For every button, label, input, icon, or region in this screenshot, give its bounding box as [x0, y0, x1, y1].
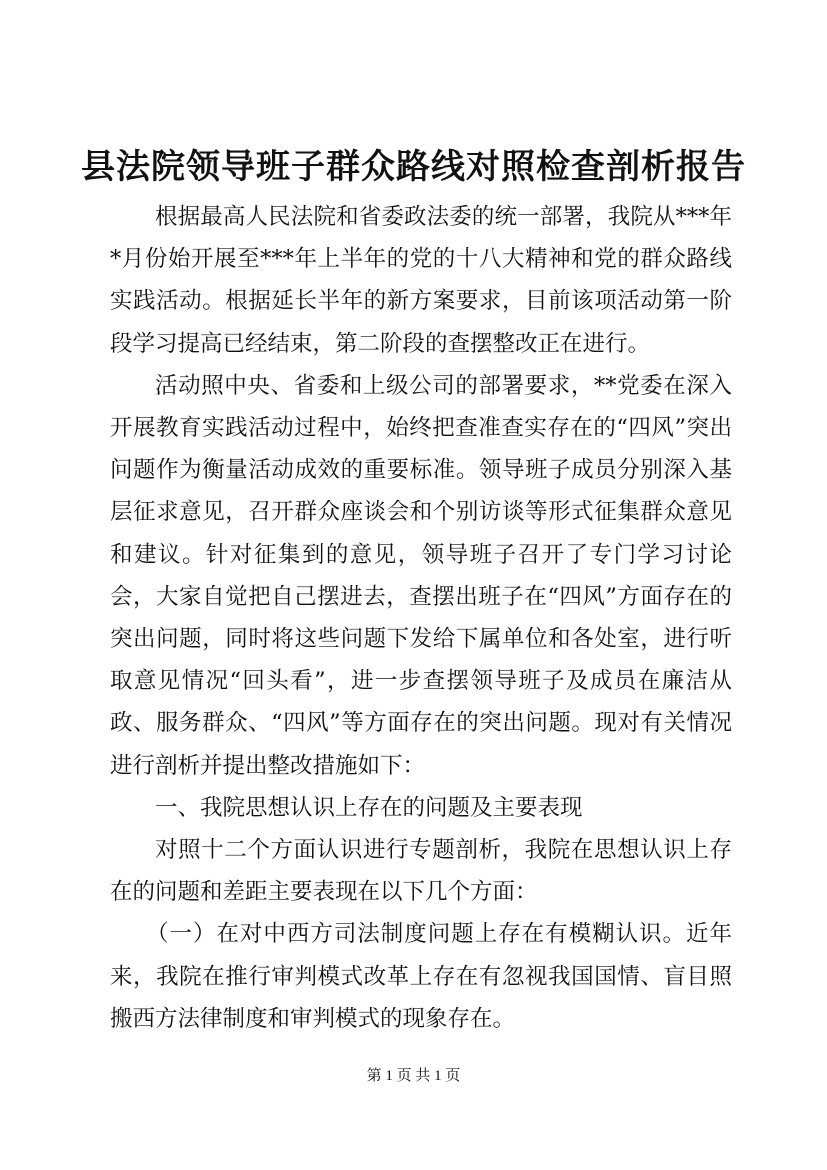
paragraph-analysis: 对照十二个方面认识进行专题剖析，我院在思想认识上存在的问题和差距主要表现在以下几个方面： — [110, 837, 732, 906]
document-title: 县法院领导班子群众路线对照检查剖析报告 — [81, 147, 746, 187]
paragraph-intro: 根据最高人民法院和省委政法委的统一部署，我院从***年*月份始开展至***年上半年的党的十八大精神和党的群众路线实践活动。根据延长半年的新方案要求，目前该项活动第一阶段学习提高已经结束，第二阶段的查摆整改正在进行。 — [110, 204, 732, 357]
section-heading: 一、我院思想认识上存在的问题及主要表现 — [155, 794, 583, 821]
page-footer: 第 1 页 共 1 页 — [366, 1068, 461, 1084]
paragraph-activity: 活动照中央、省委和上级公司的部署要求，**党委在深入开展教育实践活动过程中，始终把查准查实存在的“四风”突出问题作为衡量活动成效的重要标准。领导班子成员分别深入基层征求意见，召开群众座谈会和个别访谈等形式征集群众意见和建议。针对征集到的意见，领导班子召开了专门学习讨论会，大家自觉把自己摆进去，查摆出班子在“四风”方面存在的突出问题，同时将这些问题下发给下属单位和各处室，进行听取意见情况“回头看”，进一步查摆领导班子及成员在廉洁从政、服务群众、“四风”等方面存在的突出问题。现对有关情况进行剖析并提出整改措施如下： — [110, 372, 732, 779]
paragraph-item-one: （一）在对中西方司法制度问题上存在有模糊认识。近年来，我院在推行审判模式改革上存在有忽视我国国情、盲目照搬西方法律制度和审判模式的现象存在。 — [110, 921, 732, 1032]
document-body — [110, 196, 732, 1040]
